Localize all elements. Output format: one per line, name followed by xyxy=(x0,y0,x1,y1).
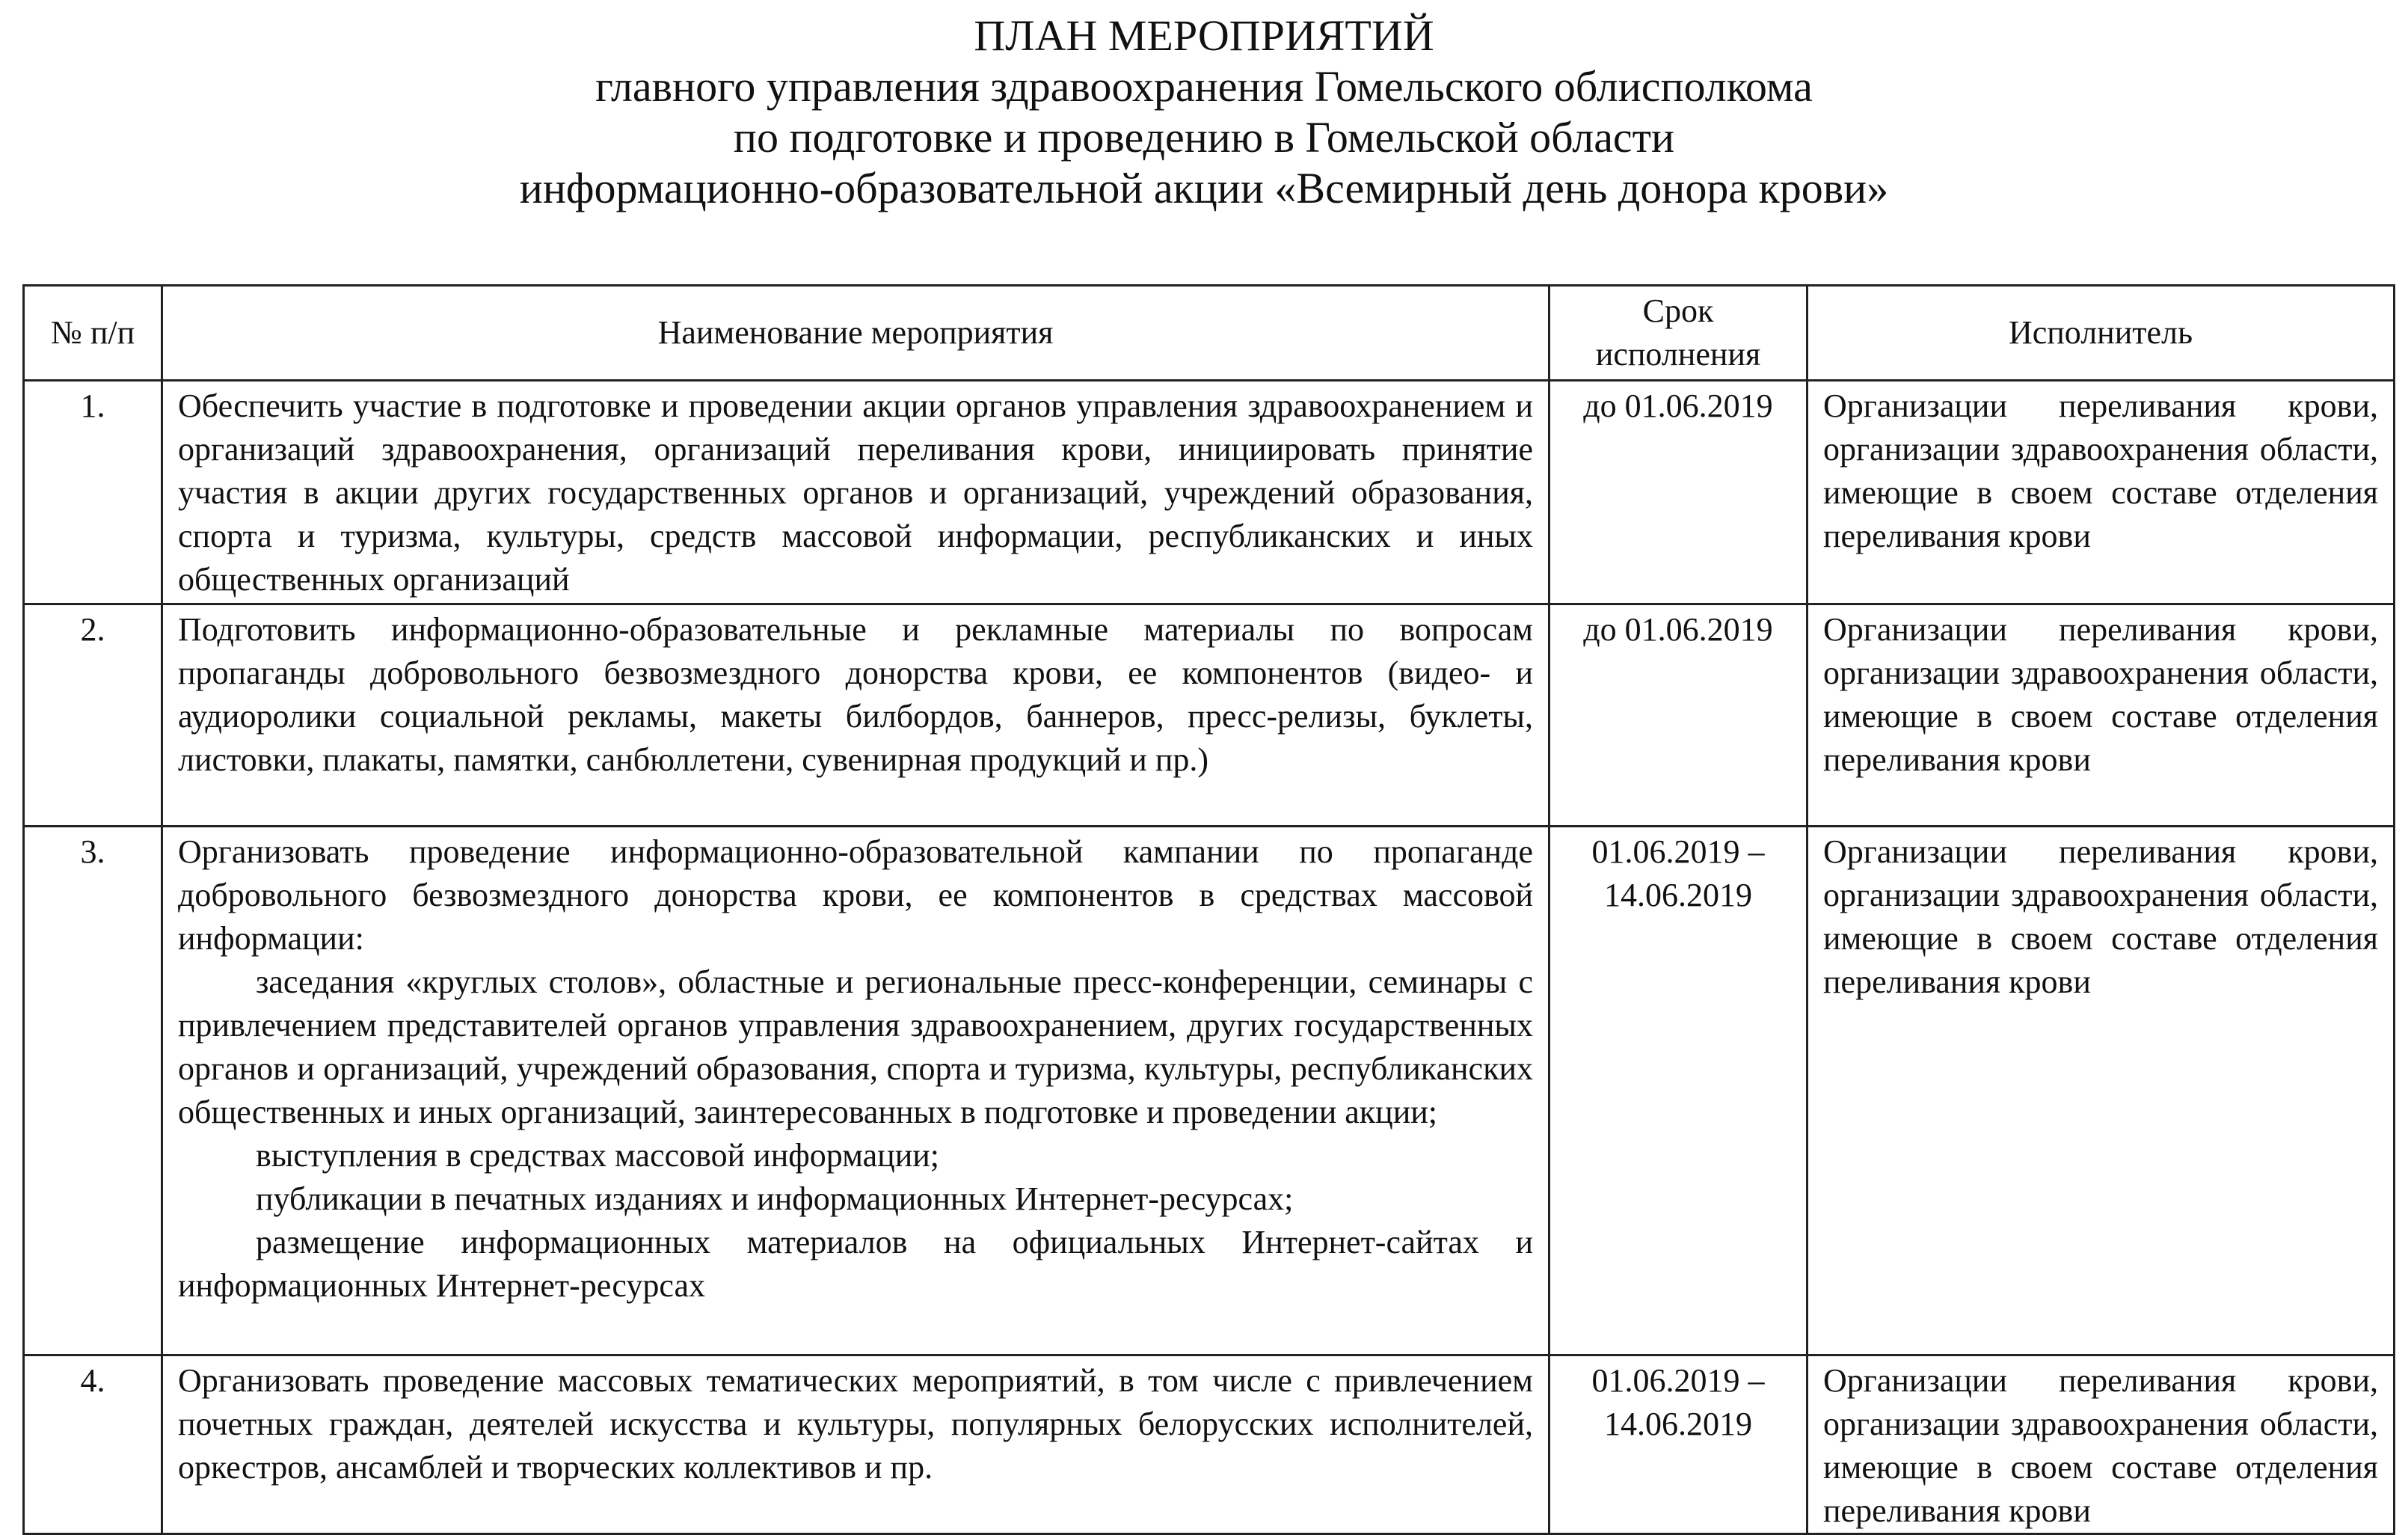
row-name-paragraph: Подготовить информационно-образовательные и рекламные материалы по вопросам пропаганды добровольного безвозмездного донорства крови, ее компонентов (видео- и аудиоролики социальной рекламы, макеты билбордов, баннеров, пресс-релизы, буклеты, листовки, плакаты, памятки, санбюллетени, сувенирная продукций и пр.) xyxy=(178,611,1533,778)
row-term-line: до 01.06.2019 xyxy=(1583,387,1773,424)
row-num: 3. xyxy=(24,827,162,1355)
row-num: 2. xyxy=(24,604,162,827)
header-executor: Исполнитель xyxy=(1807,286,2395,381)
table-row xyxy=(24,827,2395,1355)
row-term xyxy=(1549,381,1807,604)
row-term-line: до 01.06.2019 xyxy=(1583,611,1773,648)
row-name-paragraph: публикации в печатных изданиях и информационных Интернет-ресурсах; xyxy=(256,1180,1294,1217)
header-num: № п/п xyxy=(24,286,162,381)
row-term-line: 14.06.2019 xyxy=(1604,877,1752,913)
title-line-1: ПЛАН МЕРОПРИЯТИЙ xyxy=(974,11,1434,60)
row-executor: Организации переливания крови, организации здравоохранения области, имеющие в своем составе отделения переливания крови xyxy=(1807,1355,2395,1534)
row-num: 4. xyxy=(24,1355,162,1534)
row-term xyxy=(1549,827,1807,1355)
row-name-paragraph: Организовать проведение массовых тематических мероприятий, в том числе с привлечением почетных граждан, деятелей искусства и культуры, популярных белорусских исполнителей, оркестров, ансамблей и творческих коллективов и пр. xyxy=(178,1362,1533,1486)
row-executor: Организации переливания крови, организации здравоохранения области, имеющие в своем составе отделения переливания крови xyxy=(1807,604,2395,827)
row-executor: Организации переливания крови, организации здравоохранения области, имеющие в своем составе отделения переливания крови xyxy=(1807,381,2395,604)
row-name xyxy=(162,604,1549,827)
row-term-line: 01.06.2019 – xyxy=(1591,833,1765,870)
table-row xyxy=(24,604,2395,827)
table-row xyxy=(24,381,2395,604)
row-name xyxy=(162,381,1549,604)
table-row xyxy=(24,1355,2395,1534)
title-line-4: информационно-образовательной акции «Всемирный день донора крови» xyxy=(519,164,1889,212)
row-name-paragraph: выступления в средствах массовой информации; xyxy=(256,1137,940,1174)
row-num: 1. xyxy=(24,381,162,604)
row-name-paragraph: Обеспечить участие в подготовке и проведении акции органов управления здравоохранением и организаций здравоохранения, организаций переливания крови, инициировать принятие участия в акции других государственных органов и организаций, учреждений образования, спорта и туризма, культуры, средств массовой информации, республиканских и иных общественных организаций xyxy=(178,387,1533,598)
row-name xyxy=(162,1355,1549,1534)
plan-table xyxy=(22,284,2395,1535)
row-term xyxy=(1549,604,1807,827)
header-name: Наименование мероприятия xyxy=(162,286,1549,381)
table-header-row xyxy=(24,286,2395,381)
title-line-3: по подготовке и проведению в Гомельской области xyxy=(733,113,1675,162)
row-term xyxy=(1549,1355,1807,1534)
row-name-paragraph: размещение информационных материалов на официальных Интернет-сайтах и информационных Интернет-ресурсах xyxy=(178,1224,1533,1304)
row-term-line: 01.06.2019 – xyxy=(1591,1362,1765,1399)
header-term: Срок исполнения xyxy=(1549,286,1807,381)
row-name-paragraph: заседания «круглых столов», областные и региональные пресс-конференции, семинары с привлечением представителей органов управления здравоохранением, других государственных органов и организаций, учреждений образования, спорта и туризма, культуры, республиканских общественных и иных организаций, заинтересованных в подготовке и проведении акции; xyxy=(178,963,1533,1130)
row-executor: Организации переливания крови, организации здравоохранения области, имеющие в своем составе отделения переливания крови xyxy=(1807,827,2395,1355)
document-title xyxy=(0,10,2408,214)
row-name xyxy=(162,827,1549,1355)
row-name-paragraph: Организовать проведение информационно-образовательной кампании по пропаганде добровольного безвозмездного донорства крови, ее компонентов в средствах массовой информации: xyxy=(178,833,1533,957)
row-term-line: 14.06.2019 xyxy=(1604,1406,1752,1442)
title-line-2: главного управления здравоохранения Гомельского облисполкома xyxy=(595,62,1813,111)
